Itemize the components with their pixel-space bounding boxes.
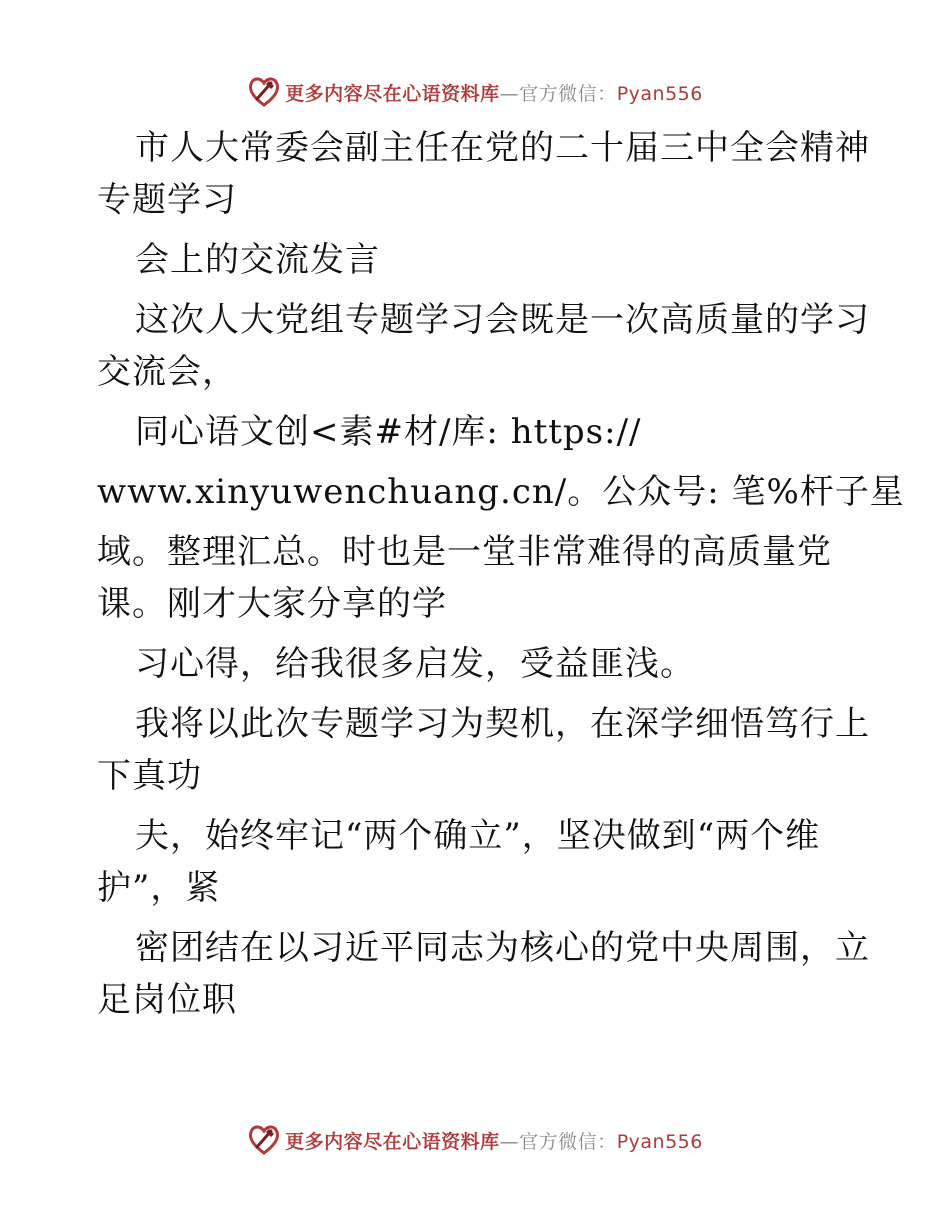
document-body xyxy=(97,122,905,1026)
doc-line: 交流会， xyxy=(97,352,237,392)
banner-text xyxy=(285,1127,703,1154)
doc-line: 我将以此次专题学习为契机，在深学细悟笃行上 xyxy=(135,704,870,744)
header-banner xyxy=(0,72,950,112)
doc-line: 下真功 xyxy=(97,756,202,796)
doc-line: 专题学习 xyxy=(97,180,237,220)
banner-wechat-label: 官方微信： xyxy=(519,1130,617,1153)
banner-main-text: 更多内容尽在心语资料库 xyxy=(285,82,500,105)
doc-line: 这次人大党组专题学习会既是一次高质量的学习 xyxy=(135,300,870,340)
doc-line: 会上的交流发言 xyxy=(135,240,380,280)
footer-banner xyxy=(0,1120,950,1160)
banner-wechat-id: Pyan556 xyxy=(616,82,703,105)
banner-text xyxy=(285,79,703,106)
banner-wechat-label: 官方微信： xyxy=(519,82,617,105)
doc-line: 市人大常委会副主任在党的二十届三中全会精神 xyxy=(135,128,870,168)
banner-separator: — xyxy=(499,1130,520,1153)
heart-pen-logo-icon xyxy=(247,1123,281,1157)
doc-line: www.xinyuwenchuang.cn/。公众号: 笔%杆子星 xyxy=(97,472,905,512)
doc-line: 习心得，给我很多启发，受益匪浅。 xyxy=(135,644,695,684)
doc-line: 足岗位职 xyxy=(97,980,237,1020)
banner-main-text: 更多内容尽在心语资料库 xyxy=(285,1130,500,1153)
doc-line: 密团结在以习近平同志为核心的党中央周围，立 xyxy=(135,928,870,968)
banner-separator: — xyxy=(499,82,520,105)
doc-line: 夫，始终牢记“两个确立”，坚决做到“两个维 xyxy=(135,816,821,856)
doc-line: 同心语文创<素#材/库: https:// xyxy=(135,412,642,452)
banner-wechat-id: Pyan556 xyxy=(616,1130,703,1153)
doc-line: 护”，紧 xyxy=(97,868,221,908)
doc-line: 课。刚才大家分享的学 xyxy=(97,584,447,624)
heart-pen-logo-icon xyxy=(247,75,281,109)
doc-line: 域。整理汇总。时也是一堂非常难得的高质量党 xyxy=(97,532,832,572)
